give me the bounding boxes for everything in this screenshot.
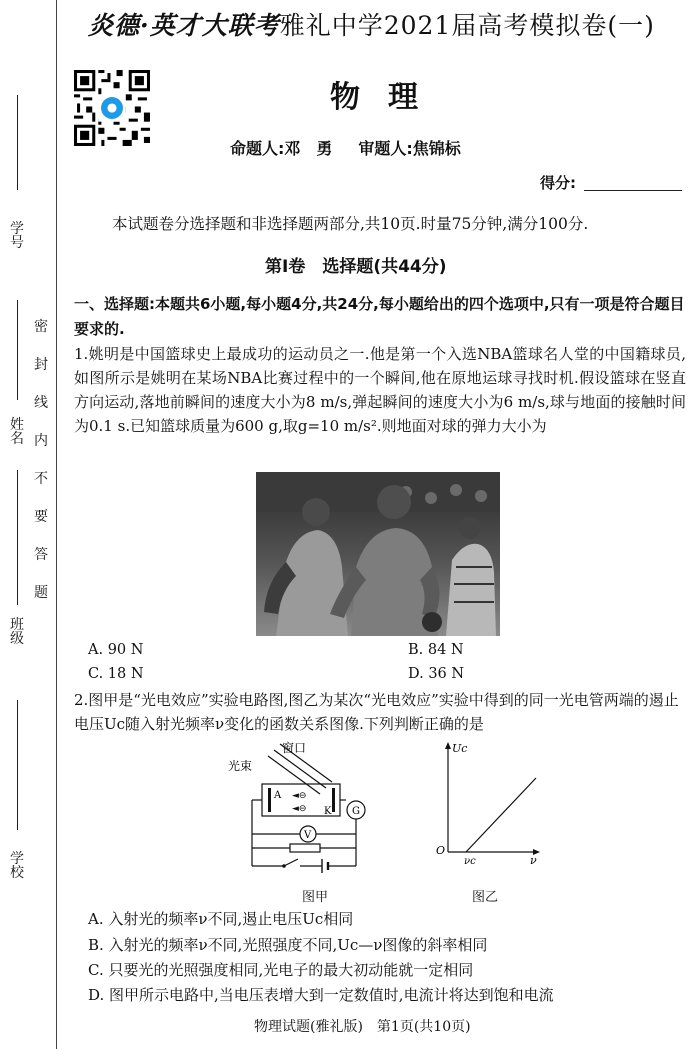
svg-text:◄⊖: ◄⊖ [292, 804, 307, 814]
q1-option-a: A. 90 N [88, 642, 144, 658]
threshold-frequency-label: νc [464, 856, 476, 867]
section-title: 第Ⅰ卷 选择题(共44分) [265, 257, 447, 277]
question-setter: 命题人:邓 勇 [230, 139, 333, 158]
margin-label-name: 姓名 [10, 417, 24, 447]
margin-label-student-no: 学号 [10, 221, 24, 251]
exam-intro: 本试题卷分选择题和非选择题两部分,共10页.时量75分钟,满分100分. [112, 215, 589, 233]
score-label: 得分: [540, 174, 576, 192]
q1-option-c: C. 18 N [88, 666, 144, 682]
cathode-label: K [324, 806, 332, 817]
q1-option-b: B. 84 N [408, 642, 464, 658]
margin-line [17, 300, 18, 400]
window-label: 窗口 [282, 741, 307, 755]
margin-line [17, 700, 18, 830]
circuit-diagram [228, 738, 378, 882]
margin-notice: 密封线内不要答题 [34, 319, 48, 601]
y-axis-label: Uc [452, 742, 468, 755]
svg-text:◄⊖: ◄⊖ [292, 791, 307, 801]
section-instructions: 一、选择题:本题共6小题,每小题4分,共24分,每小题给出的四个选项中,只有一项是符合题目要求的. [74, 295, 685, 338]
margin-label-school: 学校 [10, 851, 24, 881]
header-title: 雅礼中学2021届高考模拟卷(一) [279, 11, 655, 40]
margin-line [17, 95, 18, 190]
basketball-photo [256, 472, 500, 636]
score-blank[interactable] [584, 190, 682, 191]
origin-label: O [436, 844, 446, 857]
figure-b-caption: 图乙 [472, 890, 499, 905]
margin-line [17, 470, 18, 605]
subject-title: 物理 [330, 80, 446, 115]
page-footer: 物理试题(雅礼版) 第1页(共10页) [254, 1019, 471, 1035]
question-2-text: 2.图甲是“光电效应”实验电路图,图乙为某次“光电效应”实验中得到的同一光电管两端的遏止电压Uc随入射光频率ν变化的函数关系图像.下列判断正确的是 [74, 691, 679, 733]
binding-line [56, 0, 57, 1049]
q2-option-b: B. 入射光的频率ν不同,光照强度不同,Uc—ν图像的斜率相同 [88, 936, 488, 954]
margin-label-class: 班级 [10, 617, 24, 647]
beam-label: 光束 [228, 759, 253, 773]
binding-margin [0, 0, 56, 1049]
figure-a-caption: 图甲 [302, 890, 329, 905]
x-axis-label: ν [530, 854, 537, 867]
uc-frequency-graph [432, 740, 544, 868]
question-1-text: 1.姚明是中国篮球史上最成功的运动员之一.他是第一个入选NBA篮球名人堂的中国籍球员,如图所示是姚明在某场NBA比赛过程中的一个瞬间,他在原地运球寻找时机.假设篮球在竖直方向运动,落地前瞬间的速度大小为8 m/s,弹起瞬间的速度大小为6 m/s,球与地面的接触时间为0.1 s.已知篮球质量为600 g,取g=10 m/s².则地面对球的弹力大小为 [74, 345, 686, 435]
question-reviewer: 审题人:焦锦标 [358, 139, 461, 158]
q2-option-c: C. 只要光的光照强度相同,光电子的最大初动能就一定相同 [88, 961, 474, 979]
q2-option-a: A. 入射光的频率ν不同,遏止电压Uc相同 [88, 910, 354, 928]
exam-header [88, 6, 655, 42]
header-brand: 炎德·英才大联考 [88, 11, 280, 40]
voltmeter-label: V [304, 830, 312, 841]
exam-authors [230, 136, 487, 159]
q1-option-d: D. 36 N [408, 666, 465, 682]
qr-code-icon [74, 70, 150, 146]
galvanometer-label: G [352, 806, 360, 817]
q2-option-d: D. 图甲所示电路中,当电压表增大到一定数值时,电流计将达到饱和电流 [88, 986, 554, 1004]
anode-label: A [274, 790, 282, 801]
